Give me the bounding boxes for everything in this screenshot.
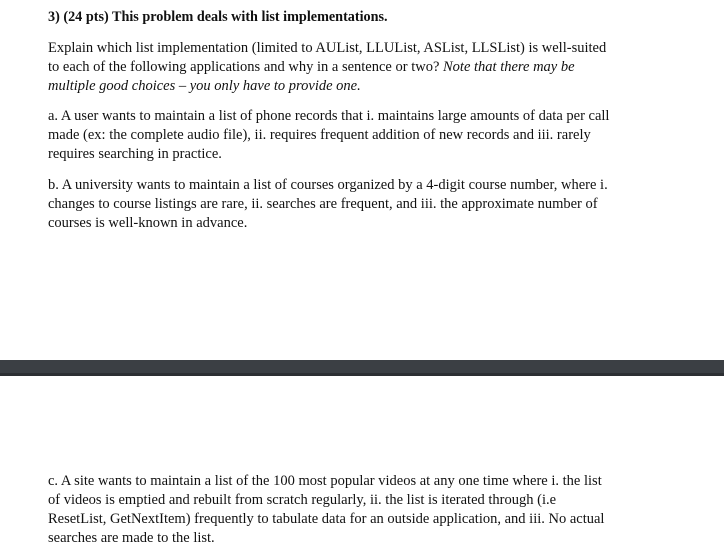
question-intro [48,39,688,96]
intro-line-2 [48,58,688,77]
part-a [48,107,688,164]
part-a-line-2: made (ex: the complete audio file), ii. requires frequent addition of new records and iii. rarely [48,127,591,143]
intro-line-1: Explain which list implementation (limited to AUList, LLUList, ASList, LLSList) is well-suited [48,40,607,56]
part-c-line-2: of videos is emptied and rebuilt from scratch regularly, ii. the list is iterated through (i.e [48,492,557,508]
part-a-line-1: a. A user wants to maintain a list of phone records that i. maintains large amounts of data per call [48,108,610,124]
part-c-line-3: ResetList, GetNextItem) frequently to tabulate data for an outside application, and iii. No actual [48,511,605,527]
intro-line-2-italic-note: Note that there may be [443,59,575,75]
part-b [48,176,688,233]
intro-line-3-italic-note: multiple good choices – you only have to provide one. [48,78,361,94]
part-b-line-3: courses is well-known in advance. [48,215,248,231]
part-b-line-1: b. A university wants to maintain a list of courses organized by a 4-digit course number, where i. [48,177,608,193]
part-c-line-4: searches are made to the list. [48,530,215,546]
part-b-line-2: changes to course listings are rare, ii. searches are frequent, and iii. the approximate number of [48,196,598,212]
part-a-line-3: requires searching in practice. [48,146,222,162]
part-c [48,472,688,548]
question-title: 3) (24 pts) This problem deals with list implementations. [48,9,388,25]
intro-line-2-text: to each of the following applications and why in a sentence or two? [48,59,444,75]
page-separator [0,360,724,376]
part-c-line-1: c. A site wants to maintain a list of the 100 most popular videos at any one time where i. the list [48,473,602,489]
